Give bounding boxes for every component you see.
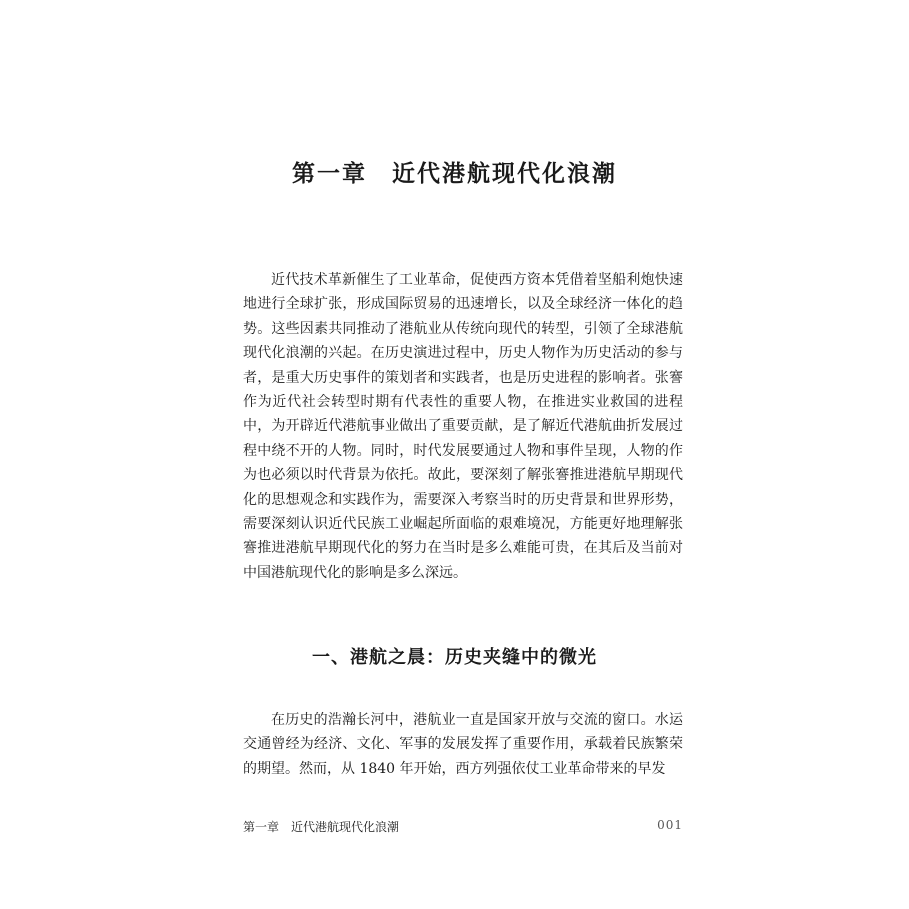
page-number: 001 [657,818,683,832]
chapter-title: 第一章 近代港航现代化浪潮 [292,160,617,187]
footer-chapter-label: 第一章 近代港航现代化浪潮 [243,820,400,834]
running-footer [243,818,683,836]
section-paragraph: 在历史的浩瀚长河中，港航业一直是国家开放与交流的窗口。水运交通曾经为经济、文化、军事的发展发挥了重要作用，承载着民族繁荣的期望。然而，从 1840 年开始，西方列强依仗工业革命带来的早发 [243,712,683,777]
section-heading: 一、港航之晨：历史夹缝中的微光 [312,647,597,668]
intro-paragraph: 近代技术革新催生了工业革命，促使西方资本凭借着坚船利炮快速地进行全球扩张，形成国际贸易的迅速增长，以及全球经济一体化的趋势。这些因素共同推动了港航业从传统向现代的转型，引领了全球港航现代化浪潮的兴起。在历史演进过程中，历史人物作为历史活动的参与者，是重大历史事件的策划者和实践者，也是历史进程的影响者。张謇作为近代社会转型时期有代表性的重要人物，在推进实业救国的进程中，为开辟近代港航事业做出了重要贡献，是了解近代港航曲折发展过程中绕不开的人物。同时，时代发展要通过人物和事件呈现，人物的作为也必须以时代背景为依托。故此，要深刻了解张謇推进港航早期现代化的思想观念和实践作为，需要深入考察当时的历史背景和世界形势，需要深刻认识近代民族工业崛起所面临的艰难境况，方能更好地理解张謇推进港航早期现代化的努力在当时是多么难能可贵，在其后及当前对中国港航现代化的影响是多么深远。 [243,272,683,581]
